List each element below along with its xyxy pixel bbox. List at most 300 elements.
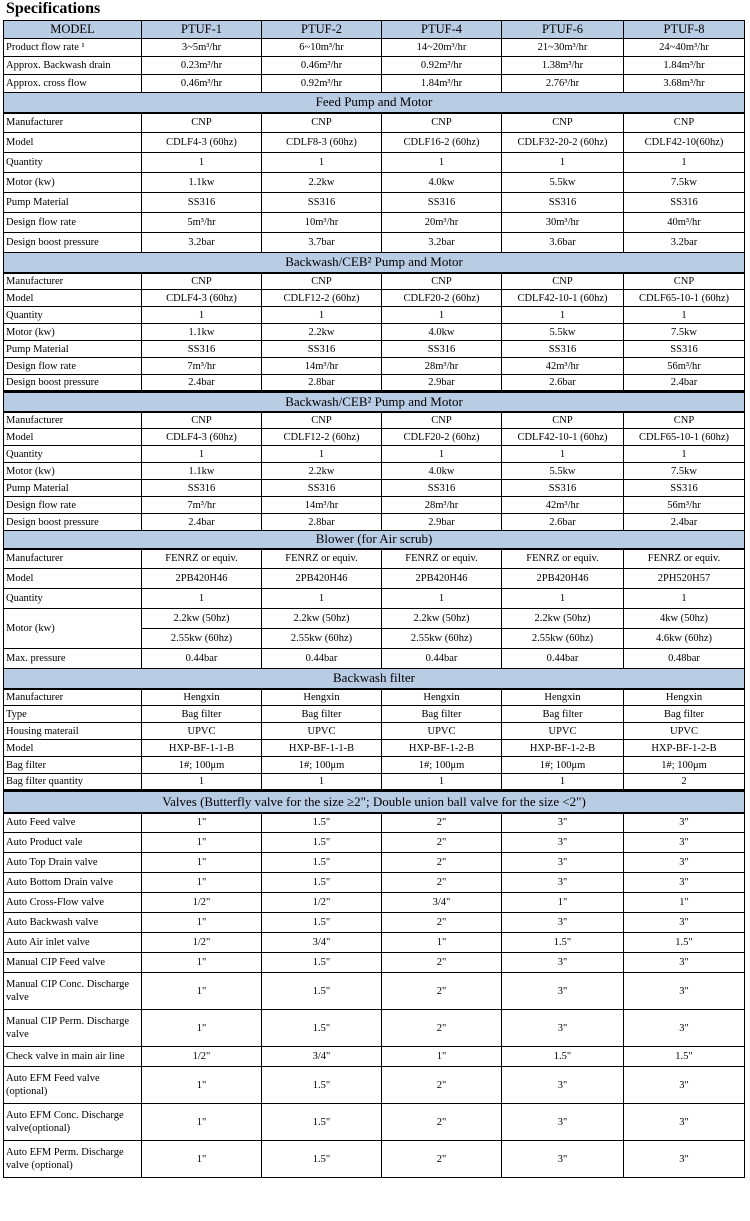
table-cell: 1: [502, 153, 624, 173]
cell-line: 2.55kw (60hz): [142, 628, 262, 648]
table-cell: 3.68m³/hr: [624, 75, 745, 93]
table-cell: CNP: [262, 273, 382, 290]
table-cell: 3.2bar: [382, 233, 502, 253]
table-cell: SS316: [624, 193, 745, 213]
table-cell: 1.5": [502, 1047, 624, 1067]
table-cell: 1": [142, 973, 262, 1010]
table-row: [4, 290, 745, 307]
row-label: Housing materail: [4, 723, 142, 740]
row-label: Quantity: [4, 589, 142, 609]
table-cell: 1: [502, 307, 624, 324]
table-row: [4, 723, 745, 740]
section-header-row: [4, 253, 745, 273]
table-cell: CDLF4-3 (60hz): [142, 133, 262, 153]
table-cell: 28m³/hr: [382, 358, 502, 375]
table-cell: CDLF16-2 (60hz): [382, 133, 502, 153]
table-cell: CDLF20-2 (60hz): [382, 290, 502, 307]
row-label: Pump Material: [4, 341, 142, 358]
table-cell: 1.5": [262, 1104, 382, 1141]
table-cell: 7.5kw: [624, 463, 745, 480]
table-row: [4, 953, 745, 973]
table-cell: 56m³/hr: [624, 497, 745, 514]
table-cell: 1#; 100μm: [624, 757, 745, 774]
table-cell: 3": [502, 913, 624, 933]
table-row: [4, 133, 745, 153]
section-title: Backwash filter: [4, 669, 745, 689]
cell-line: 2.2kw (50hz): [173, 613, 230, 624]
section-title: Valves (Butterfly valve for the size ≥2"; Double union ball valve for the size <2"): [4, 791, 745, 813]
row-label: Design flow rate: [4, 358, 142, 375]
table-cell: 1": [142, 833, 262, 853]
page-title: Specifications: [6, 0, 101, 17]
table-cell: 2PH520H57: [624, 569, 745, 589]
table-cell: 1: [624, 307, 745, 324]
table-cell: 0.48bar: [624, 649, 745, 669]
row-label: Auto Feed valve: [4, 813, 142, 833]
row-label: Auto Air inlet valve: [4, 933, 142, 953]
table-row: [4, 740, 745, 757]
table-cell: 1: [502, 774, 624, 791]
table-cell: CDLF20-2 (60hz): [382, 429, 502, 446]
table-cell: 3": [502, 953, 624, 973]
row-label: Manufacturer: [4, 412, 142, 429]
table-cell: 2PB420H46: [382, 569, 502, 589]
table-cell: 1#; 100μm: [262, 757, 382, 774]
table-cell: 1: [624, 589, 745, 609]
table-cell: Bag filter: [382, 706, 502, 723]
table-cell: SS316: [262, 341, 382, 358]
row-label: Motor (kw): [4, 609, 142, 649]
section-title: Backwash/CEB² Pump and Motor: [4, 253, 745, 273]
table-cell: 3": [624, 1141, 745, 1178]
table-cell: 1.38m³/hr: [502, 57, 624, 75]
table-cell: CNP: [624, 113, 745, 133]
table-row: [4, 757, 745, 774]
table-cell: UPVC: [142, 723, 262, 740]
table-cell: CDLF65-10-1 (60hz): [624, 290, 745, 307]
table-cell: 1.5": [502, 933, 624, 953]
table-cell: 3": [624, 873, 745, 893]
row-label: Pump Material: [4, 480, 142, 497]
specifications-table: [3, 20, 745, 1178]
table-cell: 1": [142, 1067, 262, 1104]
row-label: Design boost pressure: [4, 514, 142, 531]
table-cell: SS316: [624, 341, 745, 358]
table-cell: 1": [624, 893, 745, 913]
table-cell: 2": [382, 1067, 502, 1104]
table-cell: 2PB420H46: [502, 569, 624, 589]
table-row: [4, 609, 745, 649]
table-cell: 1.5": [624, 1047, 745, 1067]
table-cell: CNP: [382, 273, 502, 290]
table-cell: 2.4bar: [624, 514, 745, 531]
table-cell: SS316: [502, 341, 624, 358]
table-cell: HXP-BF-1-1-B: [142, 740, 262, 757]
table-cell: 4.0kw: [382, 463, 502, 480]
table-row: [4, 774, 745, 791]
table-cell: 30m³/hr: [502, 213, 624, 233]
table-cell: 1": [142, 873, 262, 893]
table-cell: 1": [142, 1104, 262, 1141]
table-row: [4, 589, 745, 609]
table-cell: 42m³/hr: [502, 358, 624, 375]
row-label: Auto Product vale: [4, 833, 142, 853]
table-cell: Bag filter: [502, 706, 624, 723]
row-label: Model: [4, 569, 142, 589]
table-cell: 1: [262, 446, 382, 463]
table-cell: 1.5": [262, 953, 382, 973]
table-cell: 1: [624, 153, 745, 173]
table-row: [4, 853, 745, 873]
table-cell: Hengxin: [262, 689, 382, 706]
table-cell: 1.5": [262, 1010, 382, 1047]
cell-line: 2.55kw (60hz): [502, 628, 624, 648]
table-cell: 1": [382, 1047, 502, 1067]
row-label: Approx. cross flow: [4, 75, 142, 93]
table-cell: 1.1kw: [142, 324, 262, 341]
table-cell: 0.44bar: [382, 649, 502, 669]
table-row: [4, 463, 745, 480]
table-cell: 1: [262, 589, 382, 609]
row-label: Manufacturer: [4, 113, 142, 133]
table-cell: SS316: [262, 193, 382, 213]
table-cell: CDLF4-3 (60hz): [142, 290, 262, 307]
table-cell: 2: [624, 774, 745, 791]
table-cell: 1: [142, 307, 262, 324]
table-row: [4, 1104, 745, 1141]
table-cell: 2.6bar: [502, 514, 624, 531]
table-cell: 1": [142, 1010, 262, 1047]
table-cell: 3": [624, 1067, 745, 1104]
table-cell: 2PB420H46: [142, 569, 262, 589]
header-cell: PTUF-8: [624, 21, 745, 39]
row-label: Design flow rate: [4, 497, 142, 514]
table-cell: 0.46m³/hr: [142, 75, 262, 93]
table-cell: 2.2kw: [262, 324, 382, 341]
table-cell: 0.46m³/hr: [262, 57, 382, 75]
table-cell: 1.5": [262, 813, 382, 833]
table-cell: FENRZ or equiv.: [382, 549, 502, 569]
table-cell: 2.2kw: [262, 463, 382, 480]
table-cell: 0.44bar: [502, 649, 624, 669]
table-cell: 0.44bar: [142, 649, 262, 669]
table-cell: Bag filter: [262, 706, 382, 723]
table-cell: 2": [382, 853, 502, 873]
table-row: [4, 873, 745, 893]
table-cell: 40m³/hr: [624, 213, 745, 233]
cell-line: 2.2kw (50hz): [534, 613, 591, 624]
table-cell: 3": [624, 953, 745, 973]
table-row: [4, 1010, 745, 1047]
table-row: [4, 569, 745, 589]
header-cell: PTUF-2: [262, 21, 382, 39]
table-cell: 7m³/hr: [142, 497, 262, 514]
table-cell: 3": [624, 973, 745, 1010]
row-label: Manual CIP Perm. Discharge valve: [4, 1010, 142, 1047]
table-cell: CNP: [382, 113, 502, 133]
table-cell: 1.5": [262, 913, 382, 933]
table-cell: SS316: [142, 341, 262, 358]
table-cell: CNP: [624, 412, 745, 429]
table-row: [4, 358, 745, 375]
table-cell: 2": [382, 873, 502, 893]
row-label: Auto Backwash valve: [4, 913, 142, 933]
table-cell: CNP: [142, 113, 262, 133]
cell-line: 2.2kw (50hz): [413, 613, 470, 624]
table-cell: 1: [502, 589, 624, 609]
row-label: Motor (kw): [4, 324, 142, 341]
table-cell: 1.5": [262, 873, 382, 893]
table-cell: 1": [142, 813, 262, 833]
table-cell: CDLF65-10-1 (60hz): [624, 429, 745, 446]
row-label: Design boost pressure: [4, 233, 142, 253]
table-cell: FENRZ or equiv.: [262, 549, 382, 569]
table-cell: 1: [502, 446, 624, 463]
table-cell: 1: [382, 307, 502, 324]
table-row: [4, 973, 745, 1010]
row-label: Manufacturer: [4, 689, 142, 706]
header-cell: PTUF-1: [142, 21, 262, 39]
row-label: Manufacturer: [4, 549, 142, 569]
table-cell: UPVC: [382, 723, 502, 740]
table-cell: 1: [142, 589, 262, 609]
table-cell: 2.4bar: [624, 375, 745, 392]
table-cell: 0.23m³/hr: [142, 57, 262, 75]
section-title: Feed Pump and Motor: [4, 93, 745, 113]
table-cell: 2.76³/hr: [502, 75, 624, 93]
table-cell: 3": [624, 1104, 745, 1141]
table-cell: [382, 609, 502, 649]
table-cell: 3.6bar: [502, 233, 624, 253]
table-cell: CDLF42-10(60hz): [624, 133, 745, 153]
section-title: Blower (for Air scrub): [4, 531, 745, 549]
table-row: [4, 233, 745, 253]
table-row: [4, 173, 745, 193]
table-row: [4, 913, 745, 933]
table-cell: SS316: [262, 480, 382, 497]
table-cell: 14m³/hr: [262, 497, 382, 514]
table-cell: Bag filter: [142, 706, 262, 723]
table-cell: Bag filter: [624, 706, 745, 723]
table-cell: SS316: [142, 480, 262, 497]
table-row: [4, 833, 745, 853]
table-cell: CDLF12-2 (60hz): [262, 429, 382, 446]
row-label: Quantity: [4, 446, 142, 463]
table-cell: CNP: [502, 412, 624, 429]
header-cell: PTUF-6: [502, 21, 624, 39]
table-row: [4, 480, 745, 497]
table-cell: SS316: [142, 193, 262, 213]
row-label: Auto Top Drain valve: [4, 853, 142, 873]
table-cell: 56m³/hr: [624, 358, 745, 375]
cell-line: 2.55kw (60hz): [262, 628, 382, 648]
table-row: [4, 324, 745, 341]
table-cell: 1: [382, 153, 502, 173]
table-cell: 1.5": [262, 1141, 382, 1178]
table-cell: CDLF4-3 (60hz): [142, 429, 262, 446]
header-cell: PTUF-4: [382, 21, 502, 39]
table-cell: 7.5kw: [624, 173, 745, 193]
table-cell: SS316: [624, 480, 745, 497]
table-cell: 1.1kw: [142, 463, 262, 480]
table-row: [4, 446, 745, 463]
table-cell: FENRZ or equiv.: [142, 549, 262, 569]
row-label: Auto EFM Conc. Discharge valve(optional): [4, 1104, 142, 1141]
table-cell: 1": [502, 893, 624, 913]
row-label: Auto Cross-Flow valve: [4, 893, 142, 913]
table-row: [4, 412, 745, 429]
table-cell: SS316: [502, 193, 624, 213]
table-cell: 7m³/hr: [142, 358, 262, 375]
table-cell: UPVC: [624, 723, 745, 740]
table-cell: 3": [624, 833, 745, 853]
table-cell: 5.5kw: [502, 324, 624, 341]
cell-line: 4kw (50hz): [659, 613, 709, 624]
table-cell: 1.5": [262, 1067, 382, 1104]
table-cell: CDLF42-10-1 (60hz): [502, 290, 624, 307]
row-label: Design flow rate: [4, 213, 142, 233]
row-label: Manufacturer: [4, 273, 142, 290]
header-row: [4, 21, 745, 39]
table-cell: 3.2bar: [624, 233, 745, 253]
table-cell: 1": [142, 953, 262, 973]
table-row: [4, 213, 745, 233]
table-cell: 7.5kw: [624, 324, 745, 341]
table-cell: 3": [502, 1104, 624, 1141]
table-cell: 0.92m³/hr: [382, 57, 502, 75]
table-cell: Hengxin: [142, 689, 262, 706]
table-cell: CNP: [262, 113, 382, 133]
table-cell: SS316: [382, 480, 502, 497]
table-row: [4, 375, 745, 392]
row-label: Quantity: [4, 153, 142, 173]
table-cell: CNP: [624, 273, 745, 290]
table-cell: 2.9bar: [382, 514, 502, 531]
table-cell: 21~30m³/hr: [502, 39, 624, 57]
table-cell: Hengxin: [382, 689, 502, 706]
row-label: Auto EFM Perm. Discharge valve (optional): [4, 1141, 142, 1178]
table-cell: CNP: [142, 412, 262, 429]
table-cell: 3": [624, 1010, 745, 1047]
table-cell: Hengxin: [624, 689, 745, 706]
table-cell: 1: [382, 446, 502, 463]
row-label: Auto EFM Feed valve (optional): [4, 1067, 142, 1104]
table-cell: 28m³/hr: [382, 497, 502, 514]
table-cell: SS316: [502, 480, 624, 497]
table-cell: FENRZ or equiv.: [502, 549, 624, 569]
table-cell: 2": [382, 973, 502, 1010]
table-cell: 2": [382, 813, 502, 833]
table-cell: 3": [624, 853, 745, 873]
row-label: Quantity: [4, 307, 142, 324]
table-cell: Hengxin: [502, 689, 624, 706]
table-row: [4, 57, 745, 75]
table-cell: 1/2": [142, 1047, 262, 1067]
table-cell: 1: [262, 153, 382, 173]
table-cell: 24~40m³/hr: [624, 39, 745, 57]
row-label: Model: [4, 133, 142, 153]
table-cell: 1: [142, 446, 262, 463]
table-cell: 2.4bar: [142, 375, 262, 392]
table-cell: 2.9bar: [382, 375, 502, 392]
header-cell: MODEL: [4, 21, 142, 39]
table-cell: CNP: [142, 273, 262, 290]
table-cell: HXP-BF-1-2-B: [382, 740, 502, 757]
table-cell: 42m³/hr: [502, 497, 624, 514]
table-cell: 1#; 100μm: [382, 757, 502, 774]
table-cell: 3": [502, 1067, 624, 1104]
cell-line: 2.2kw (50hz): [293, 613, 350, 624]
table-row: [4, 549, 745, 569]
table-row: [4, 75, 745, 93]
table-cell: 5.5kw: [502, 463, 624, 480]
table-row: [4, 1141, 745, 1178]
table-cell: 1.5": [262, 973, 382, 1010]
table-cell: 2.6bar: [502, 375, 624, 392]
table-cell: 1/2": [142, 933, 262, 953]
table-cell: 2": [382, 913, 502, 933]
table-cell: UPVC: [262, 723, 382, 740]
table-cell: CNP: [502, 273, 624, 290]
table-cell: 1": [382, 933, 502, 953]
table-row: [4, 1067, 745, 1104]
row-label: Product flow rate ¹: [4, 39, 142, 57]
table-row: [4, 193, 745, 213]
table-cell: 1.1kw: [142, 173, 262, 193]
row-label: Type: [4, 706, 142, 723]
table-cell: 14m³/hr: [262, 358, 382, 375]
table-cell: CDLF12-2 (60hz): [262, 290, 382, 307]
table-row: [4, 307, 745, 324]
table-cell: 4.0kw: [382, 173, 502, 193]
row-label: Pump Material: [4, 193, 142, 213]
table-cell: [142, 609, 262, 649]
section-title: Backwash/CEB² Pump and Motor: [4, 392, 745, 412]
table-cell: 1.5": [262, 833, 382, 853]
table-cell: 1: [262, 774, 382, 791]
table-cell: 2": [382, 953, 502, 973]
table-cell: 1: [142, 774, 262, 791]
row-label: Motor (kw): [4, 173, 142, 193]
table-cell: 1.5": [262, 853, 382, 873]
table-row: [4, 514, 745, 531]
table-cell: [624, 609, 745, 649]
table-cell: 3~5m³/hr: [142, 39, 262, 57]
table-cell: 3": [502, 873, 624, 893]
table-cell: 1/2": [262, 893, 382, 913]
table-cell: 2.8bar: [262, 514, 382, 531]
table-cell: 3": [502, 813, 624, 833]
cell-line: 2.55kw (60hz): [382, 628, 502, 648]
table-cell: 6~10m³/hr: [262, 39, 382, 57]
table-row: [4, 429, 745, 446]
table-cell: 1: [624, 446, 745, 463]
table-cell: 5.5kw: [502, 173, 624, 193]
table-cell: 3/4": [262, 933, 382, 953]
table-cell: 3.2bar: [142, 233, 262, 253]
table-cell: CNP: [502, 113, 624, 133]
table-cell: 0.44bar: [262, 649, 382, 669]
table-cell: 3": [624, 913, 745, 933]
table-cell: CDLF8-3 (60hz): [262, 133, 382, 153]
table-cell: 1: [142, 153, 262, 173]
table-cell: 20m³/hr: [382, 213, 502, 233]
table-cell: 3": [502, 1141, 624, 1178]
table-cell: 1: [382, 589, 502, 609]
table-row: [4, 497, 745, 514]
table-row: [4, 113, 745, 133]
row-label: Manual CIP Conc. Discharge valve: [4, 973, 142, 1010]
